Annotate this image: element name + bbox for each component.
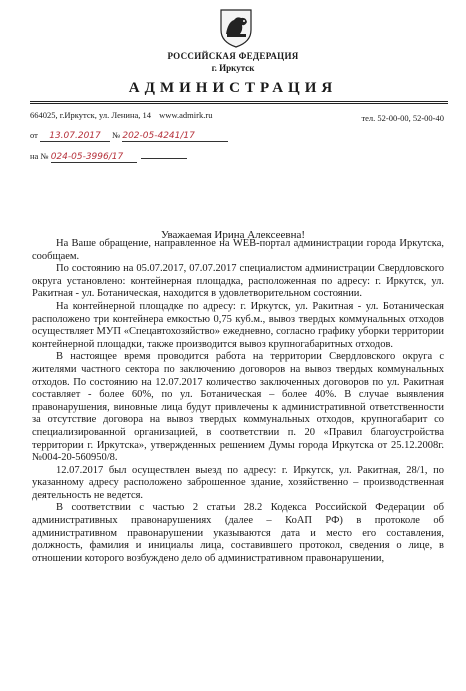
postal-address: 664025, г.Иркутск, ул. Ленина, 14: [30, 110, 152, 120]
paragraph: В настоящее время проводится работа на территории Свердловского округа с жителями частного сектора по заключению договоров на вывоз твердых коммунальных отходов. По состоянию на 12.07.2017 количество заключенных договоров по ул. Ракитная составляет - более 60%, по ул. Ботаническая – более 40%. В случае выявления правонарушения, виновные лица будут привлечены к административной ответственности за отсутствие договора на вывоз твердых коммунальных отходов, крупногабарит со специализированной организацией, в соответствии п. 20 «Правил благоустройства территории г. Иркутска», утвержденных решением Думы города Иркутска от 25.12.2008г. №004-20-560950/8.: [32, 351, 444, 464]
letter-number: 202-05-4241/17: [122, 131, 195, 141]
address-line: [30, 110, 212, 120]
website-link[interactable]: www.admirk.ru: [159, 110, 213, 120]
phone-numbers: тел. 52-00-00, 52-00-40: [361, 113, 444, 123]
incoming-reference: [30, 151, 187, 163]
paragraph: По состоянию на 05.07.2017, 07.07.2017 специалистом администрации Свердловского округа установлено: контейнерная площадка, расположенная по адресу: г. Иркутск, ул. Ракитная - ул. Ботаническая, находится в удовлетворительном состоянии.: [32, 263, 444, 300]
reference-label: на №: [30, 151, 49, 161]
letter-date: 13.07.2017: [49, 131, 101, 141]
outgoing-registration: [30, 130, 228, 142]
city-name: г. Иркутск: [211, 63, 255, 73]
paragraph: На контейнерной площадке по адресу: г. Иркутск, ул. Ракитная - ул. Ботаническая расположено три контейнера емкостью 0,75 куб.м., вывоз твердых коммунальных отходов осуществляет МУП «Спецавтохозяйство» ежедневно, согласно графику уборки территории контейнерной площадки, также производится вывоз крупногабаритных отходов.: [32, 300, 444, 350]
organization-title: АДМИНИСТРАЦИЯ: [128, 80, 338, 96]
number-label: №: [112, 130, 121, 140]
paragraph: В соответствии с частью 2 статьи 28.2 Кодекса Российской Федерации об административных правонарушениях (далее – КоАП РФ) в протоколе об административном правонарушении указываются дата и место его составления, должность, фамилия и инициалы лица, составившего протокол, сведения о лице, в отношении которого возбуждено дело об административном правонарушении,: [32, 502, 444, 564]
letter-body: [32, 238, 444, 565]
paragraph: 12.07.2017 был осуществлен выезд по адресу: г. Иркутск, ул. Ракитная, 28/1, по указанному адресу расположено заброшенное здание, хозяйственно – производственная деятельность не ведется.: [32, 464, 444, 501]
greeting: Уважаемая Ирина Алексеевна!: [160, 229, 306, 241]
from-label: от: [30, 130, 38, 140]
irkutsk-coat-of-arms-icon: [218, 8, 254, 48]
header-divider: [30, 101, 448, 102]
reference-number: 024-05-3996/17: [50, 152, 124, 162]
paragraph: На Ваше обращение, направленное на WEB-портал администрации города Иркутска, сообщаем.: [32, 238, 444, 262]
country-name: РОССИЙСКАЯ ФЕДЕРАЦИЯ: [167, 51, 299, 61]
header-divider-secondary: [30, 103, 448, 104]
